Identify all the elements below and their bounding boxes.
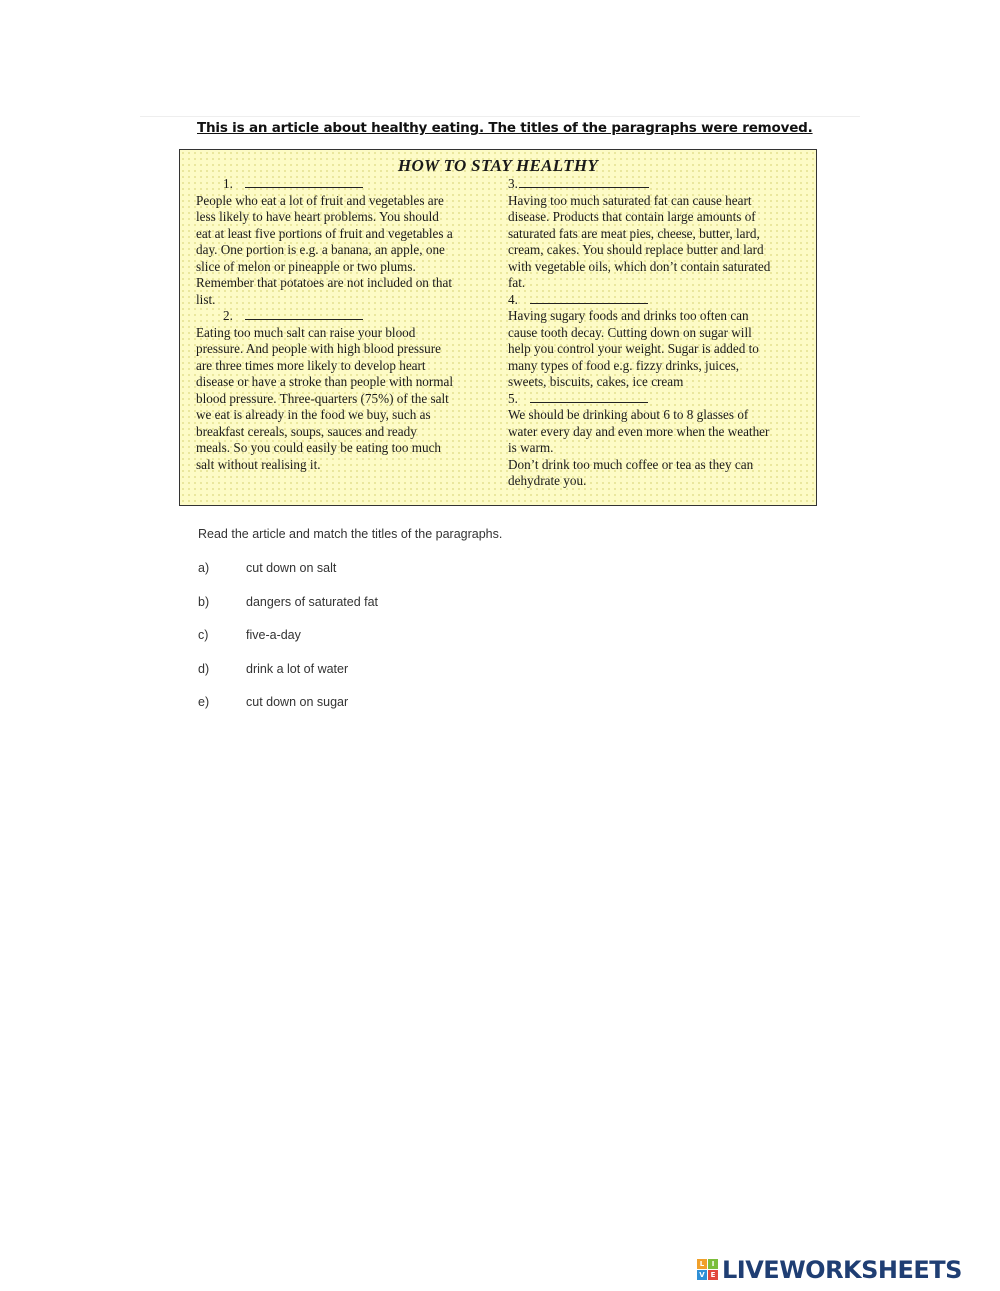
logo-block-i: I xyxy=(708,1259,718,1269)
paragraph-line: saturated fats are meat pies, cheese, butter, lard, xyxy=(508,225,760,241)
logo-icon xyxy=(697,1259,719,1281)
title-blank-5 xyxy=(530,391,648,403)
paragraph-line: salt without realising it. xyxy=(196,456,321,472)
paragraph-4-body xyxy=(508,308,808,391)
paragraph-number: 1. xyxy=(223,176,233,191)
liveworksheets-logo xyxy=(697,1255,962,1285)
option-letter: e) xyxy=(198,695,210,710)
paragraph-2-heading xyxy=(196,308,488,325)
paragraph-line: fat. xyxy=(508,275,526,290)
paragraph-line: day. One portion is e.g. a banana, an apple, one xyxy=(196,242,445,257)
paragraph-line: disease or have a stroke than people with normal xyxy=(196,374,454,389)
article-box xyxy=(179,149,817,506)
paragraph-number: 2. xyxy=(223,308,233,323)
paragraph-line: help you control your weight. Sugar is added to xyxy=(508,341,759,356)
paragraph-line: cause tooth decay. Cutting down on sugar will xyxy=(508,324,752,340)
worksheet-intro: This is an article about healthy eating. The titles of the paragraphs were removed. xyxy=(197,120,813,136)
option-text: drink a lot of water xyxy=(246,661,349,676)
paragraph-line: blood pressure. Three-quarters (75%) of the salt xyxy=(196,390,449,406)
paragraph-line: breakfast cereals, soups, sauces and ready xyxy=(196,423,417,439)
paragraph-line: cream, cakes. You should replace butter and lard xyxy=(508,242,764,257)
paragraph-number: 4. xyxy=(508,291,518,307)
paragraph-line: We should be drinking about 6 to 8 glasses of xyxy=(508,407,749,422)
paragraph-line: People who eat a lot of fruit and vegetables are xyxy=(196,192,444,208)
option-text: five-a-day xyxy=(246,628,301,643)
article-left-column xyxy=(196,176,488,473)
paragraph-line: less likely to have heart problems. You should xyxy=(196,209,439,224)
title-blank-3 xyxy=(519,176,649,188)
paragraph-line: Remember that potatoes are not included on that xyxy=(196,275,452,290)
logo-text: LIVEWORKSHEETS xyxy=(722,1256,962,1284)
paragraph-line: eat at least five portions of fruit and vegetables a xyxy=(196,225,453,241)
paragraph-3-body xyxy=(508,193,808,292)
paragraph-line: disease. Products that contain large amounts of xyxy=(508,209,756,224)
title-blank-1 xyxy=(245,176,363,188)
paragraph-line: dehydrate you. xyxy=(508,473,587,488)
logo-block-l: L xyxy=(697,1259,707,1269)
title-blank-2 xyxy=(245,308,363,320)
paragraph-number: 5. xyxy=(508,390,518,406)
paragraph-5-heading xyxy=(508,391,808,408)
paragraph-line: Having sugary foods and drinks too often can xyxy=(508,308,749,323)
logo-block-v: V xyxy=(697,1270,707,1280)
option-letter: a) xyxy=(198,561,210,575)
paragraph-line: many types of food e.g. fizzy drinks, juices, xyxy=(508,357,740,373)
paragraph-number: 3. xyxy=(508,176,518,191)
article-right-column xyxy=(508,176,808,490)
match-instruction: Read the article and match the titles of the paragraphs. xyxy=(198,527,503,541)
paragraph-1-body xyxy=(196,193,488,309)
paragraph-line: we eat is already in the food we buy, such as xyxy=(196,407,431,422)
option-text: cut down on sugar xyxy=(246,695,349,710)
option-text: cut down on salt xyxy=(246,561,337,575)
paragraph-line: sweets, biscuits, cakes, ice cream xyxy=(508,374,684,389)
top-divider xyxy=(140,116,860,117)
paragraph-5-body xyxy=(508,407,808,490)
paragraph-line: pressure. And people with high blood pressure xyxy=(196,341,442,356)
paragraph-line: Having too much saturated fat can cause heart xyxy=(508,192,752,208)
paragraph-4-heading xyxy=(508,292,808,309)
paragraph-line: Don’t drink too much coffee or tea as they can xyxy=(508,456,754,472)
paragraph-line: list. xyxy=(196,291,216,307)
article-title: HOW TO STAY HEALTHY xyxy=(397,156,599,175)
paragraph-line: Eating too much salt can raise your blood xyxy=(196,324,416,340)
title-blank-4 xyxy=(530,292,648,304)
paragraph-line: slice of melon or pineapple or two plums. xyxy=(196,258,416,274)
option-letter: c) xyxy=(198,628,209,643)
paragraph-1-heading xyxy=(196,176,488,193)
paragraph-3-heading xyxy=(508,176,808,193)
paragraph-line: water every day and even more when the weather xyxy=(508,423,770,439)
paragraph-line: is warm. xyxy=(508,440,554,455)
paragraph-2-body xyxy=(196,325,488,474)
option-letter: b) xyxy=(198,594,210,609)
paragraph-line: are three times more likely to develop heart xyxy=(196,357,426,373)
paragraph-line: with vegetable oils, which don’t contain saturated xyxy=(508,258,771,274)
logo-block-e: E xyxy=(708,1270,718,1280)
option-text: dangers of saturated fat xyxy=(246,594,379,609)
option-letter: d) xyxy=(198,661,210,676)
paragraph-line: meals. So you could easily be eating too much xyxy=(196,440,442,455)
